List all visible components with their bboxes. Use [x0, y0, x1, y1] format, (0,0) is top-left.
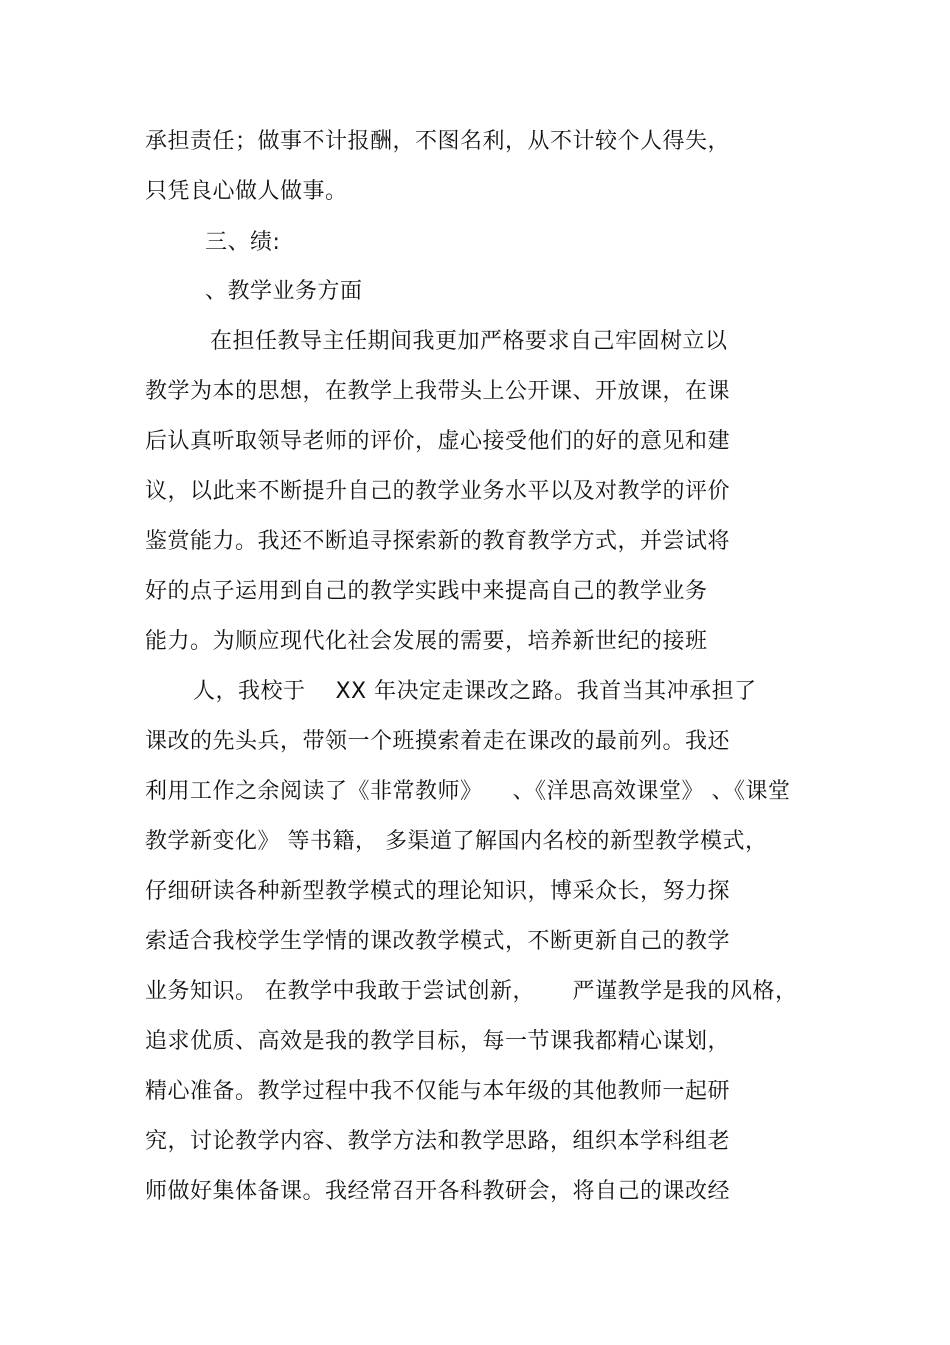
text-line: 课改的先头兵，带领一个班摸索着走在课改的最前列。我还 [145, 729, 731, 754]
section-heading: 三、绩: [205, 230, 281, 255]
text-line: 究，讨论教学内容、教学方法和教学思路，组织本学科组老 [145, 1129, 731, 1154]
text-line: 利用工作之余阅读了《非常教师》 、《洋思高效课堂》 、《课堂 [145, 779, 791, 804]
text-line: 精心准备。教学过程中我不仅能与本年级的其他教师一起研 [145, 1079, 731, 1104]
text-line: 教学为本的思想，在教学上我带头上公开课、开放课，在课 [145, 379, 731, 404]
text-line: 鉴赏能力。我还不断追寻探索新的教育教学方式，并尝试将 [145, 529, 731, 554]
text-line: 在担任教导主任期间我更加严格要求自己牢固树立以 [210, 329, 728, 354]
text-line: 业务知识。 在教学中我敢于尝试创新， 严谨教学是我的风格， [145, 979, 798, 1004]
text-line: 索适合我校学生学情的课改教学模式，不断更新自己的教学 [145, 929, 731, 954]
text-line: 仔细研读各种新型教学模式的理论知识，博采众长，努力探 [145, 879, 731, 904]
text-line: 追求优质、高效是我的教学目标，每一节课我都精心谋划， [145, 1029, 731, 1054]
text-line: 人，我校于 XX 年决定走课改之路。我首当其冲承担了 [193, 679, 757, 704]
text-line: 能力。为顺应现代化社会发展的需要，培养新世纪的接班 [145, 629, 708, 654]
text-line: 后认真听取领导老师的评价，虚心接受他们的好的意见和建 [145, 429, 731, 454]
text-line: 只凭良心做人做事。 [145, 179, 348, 204]
text-line: 议，以此来不断提升自己的教学业务水平以及对教学的评价 [145, 479, 731, 504]
text-line: 承担责任；做事不计报酬，不图名利，从不计较个人得失， [145, 129, 731, 154]
text-line: 师做好集体备课。我经常召开各科教研会，将自己的课改经 [145, 1179, 731, 1204]
subsection-heading: 、教学业务方面 [205, 279, 363, 304]
text-line: 教学新变化》 等书籍， 多渠道了解国内名校的新型教学模式， [145, 829, 768, 854]
text-line: 好的点子运用到自己的教学实践中来提高自己的教学业务 [145, 579, 708, 604]
